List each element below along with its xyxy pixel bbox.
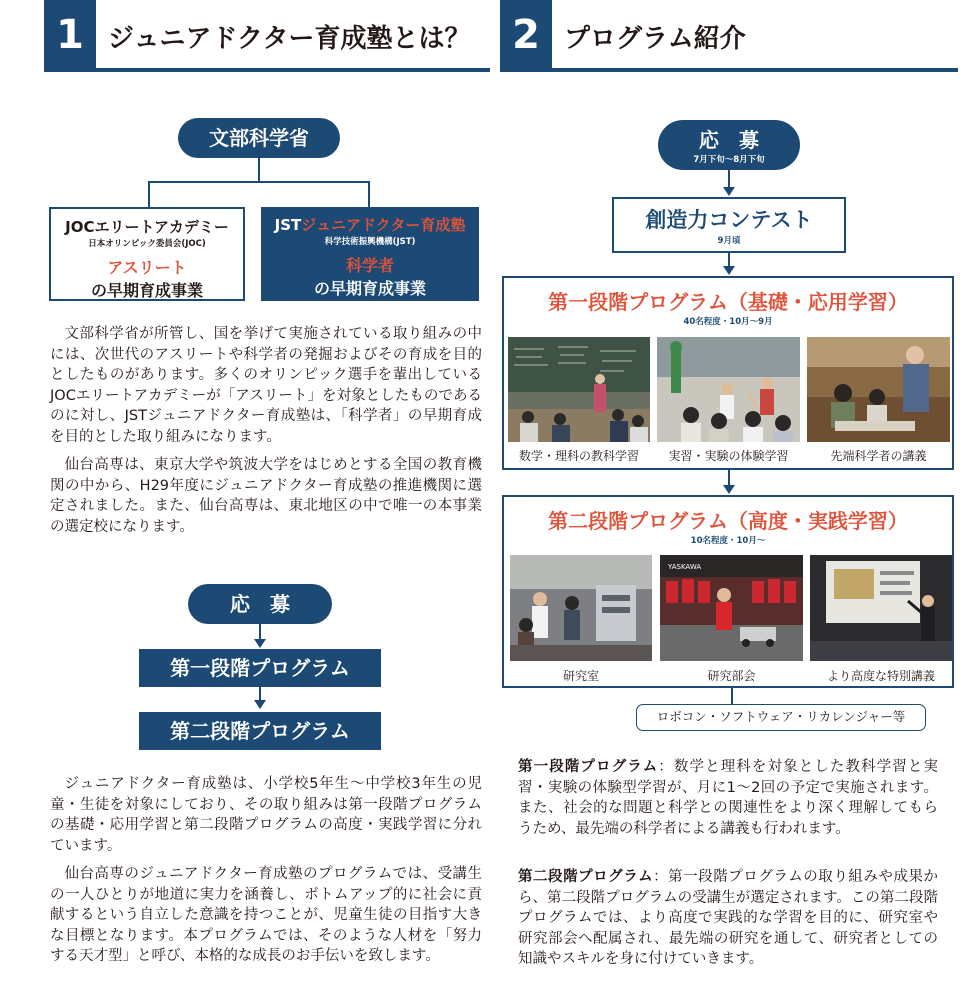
desc-heading: 第二段階プログラム bbox=[518, 869, 654, 885]
photo-caption: 数学・理科の教科学習 bbox=[518, 449, 639, 463]
jst-name: ジュニアドクター育成塾 bbox=[301, 216, 466, 234]
jst-purpose: の早期育成事業 bbox=[313, 279, 426, 298]
stage2-sub: 10名程度・10月〜 bbox=[690, 536, 766, 546]
desc-heading: 第一段階プログラム bbox=[518, 759, 659, 775]
laboratory-photo bbox=[510, 555, 652, 661]
arrow-down-icon bbox=[254, 700, 266, 709]
photo-caption: より高度な特別講義 bbox=[826, 669, 935, 683]
flow-connector bbox=[728, 253, 730, 267]
contest-box bbox=[612, 197, 846, 253]
jst-name-line bbox=[261, 214, 479, 235]
stage2-title: 第二段階プログラム（高度・実践学習） bbox=[548, 509, 908, 533]
paragraph: 文部科学省が所管し、国を挙げて実施されている取り組みの中には、次世代のアスリートや科学者の発掘およびその育成を目的としたものがあります。多くのオリンピック選手を輩出しているJOCエリートアカデミーが「アスリート」を対象としたものであるのに対し、JSTジュニアドクター育成塾は、「科学者」の早期育成を目的とした取り組みになります。 bbox=[50, 326, 482, 445]
stage2-description bbox=[518, 867, 938, 970]
apply-label: 応 募 bbox=[699, 128, 759, 152]
arrow-down-icon bbox=[723, 187, 735, 196]
photo-caption: 研究部会 bbox=[707, 669, 756, 683]
arrow-down-icon bbox=[254, 639, 266, 648]
org-connector-right bbox=[368, 181, 370, 207]
experiment-photo bbox=[657, 337, 800, 442]
photo-caption: 実習・実験の体験学習 bbox=[668, 449, 789, 463]
joc-name: JOCエリートアカデミー bbox=[65, 218, 229, 236]
contest-period: 9月頃 bbox=[717, 236, 741, 246]
club-note: ロボコン・ソフトウェア・リカレンジャー等 bbox=[636, 704, 926, 731]
flow-connector bbox=[728, 170, 730, 188]
org-connector-vertical bbox=[258, 158, 260, 182]
paragraph: 仙台高専のジュニアドクター育成塾のプログラムでは、受講生の一人ひとりが地道に実力を涵養し、ボトムアップ的に社会に貢献するという自立した意識を持つことが、児童生徒の目指す大きな目標となります。本プログラムでは、そのような人材を「努力する天才型」と呼び、本格的な成長のお手伝いを致します。 bbox=[50, 866, 482, 964]
photo-caption: 先端科学者の講義 bbox=[830, 449, 927, 463]
lecture-photo bbox=[807, 337, 950, 442]
jst-org: 科学技術振興機構(JST) bbox=[324, 237, 416, 247]
joc-box bbox=[49, 207, 245, 301]
joc-purpose: の早期育成事業 bbox=[90, 281, 203, 300]
stage1-box: 第一段階プログラム bbox=[139, 649, 381, 687]
section-number: 2 bbox=[500, 0, 552, 70]
program-text bbox=[50, 774, 482, 967]
ministry-pill: 文部科学省 bbox=[178, 118, 340, 158]
stage1-description bbox=[518, 757, 938, 839]
org-connector-horizontal bbox=[148, 181, 370, 183]
section-title: ジュニアドクター育成塾とは？ bbox=[108, 24, 471, 54]
arrow-down-icon bbox=[723, 266, 735, 275]
jst-target: 科学者 bbox=[345, 256, 394, 275]
joc-target: アスリート bbox=[107, 258, 187, 277]
apply-pill: 応 募 bbox=[188, 584, 332, 624]
arrow-down-icon bbox=[723, 485, 735, 494]
flow-connector bbox=[259, 687, 261, 701]
apply-period: 7月下旬〜8月下旬 bbox=[693, 155, 765, 165]
intro-text bbox=[50, 324, 482, 537]
desc-body: ：数学と理科を対象とした教科学習と実習・実験の体験型学習が、月に1〜2回の予定で実施されます。また、社会的な問題と科学との関連性をより深く理解してもらうため、最先端の科学者による講義も行われます。 bbox=[518, 759, 939, 837]
stage1-sub: 40名程度・10月〜9月 bbox=[683, 317, 773, 327]
special-lecture-photo bbox=[810, 555, 952, 661]
flow-connector bbox=[728, 470, 730, 486]
joc-org: 日本オリンピック委員会(JOC) bbox=[88, 239, 206, 249]
section-header-1 bbox=[44, 0, 490, 72]
section-title: プログラム紹介 bbox=[564, 24, 746, 54]
jst-prefix: JST bbox=[274, 216, 302, 234]
stage1-title: 第一段階プログラム（基礎・応用学習） bbox=[548, 290, 908, 314]
flow-connector bbox=[259, 624, 261, 640]
photo-caption: 研究室 bbox=[562, 669, 599, 683]
section-header-2 bbox=[500, 0, 958, 72]
stage2-box: 第二段階プログラム bbox=[139, 712, 381, 750]
apply-pill-right bbox=[658, 120, 800, 170]
classroom-photo bbox=[508, 337, 650, 442]
jst-box bbox=[261, 207, 479, 301]
desc-body: ：第一段階プログラムの取り組みや成果から、第二段階プログラムの受講生が選定されます。この第二段階プログラムでは、より高度で実践的な学習を目的に、研究室や研究部会へ配属され、最先端の研究を通して、研究者としての知識やスキルを身に付けていきます。 bbox=[518, 869, 938, 967]
note-connector bbox=[731, 688, 733, 705]
paragraph: 仙台高専は、東京大学や筑波大学をはじめとする全国の教育機関の中から、H29年度にジュニアドクター育成塾の推進機関に選定されました。また、仙台高専は、東北地区の中で唯一の本事業の選定校になります。 bbox=[50, 457, 482, 535]
paragraph: ジュニアドクター育成塾は、小学校5年生〜中学校3年生の児童・生徒を対象にしており、その取り組みは第一段階プログラムの基礎・応用学習と第二段階プログラムの高度・実践学習に分れています。 bbox=[50, 776, 482, 854]
org-connector-left bbox=[148, 181, 150, 207]
svg-text:YASKAWA: YASKAWA bbox=[668, 563, 702, 571]
contest-label: 創造力コンテスト bbox=[645, 208, 813, 232]
club-photo bbox=[660, 555, 803, 661]
section-number: 1 bbox=[44, 0, 96, 70]
